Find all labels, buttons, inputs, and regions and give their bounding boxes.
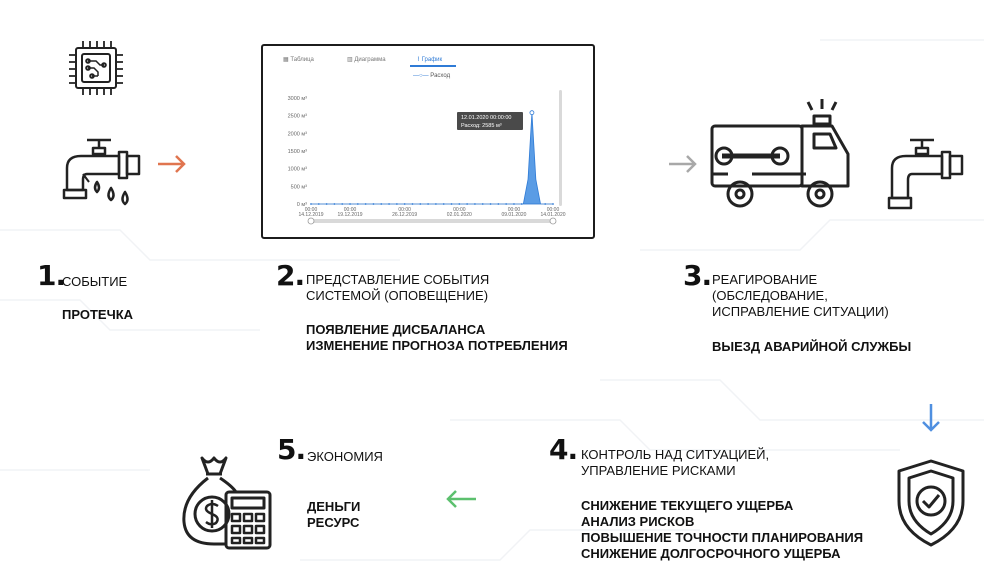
data-point (396, 203, 398, 205)
step-1-title: СОБЫТИЕ (62, 274, 128, 289)
step-4-number: 4. (549, 433, 578, 466)
chart-legend[interactable]: —○— Расход (413, 73, 451, 79)
x-tick-date: 14.01.2020 (540, 212, 566, 218)
data-point (427, 203, 429, 205)
data-point (388, 203, 390, 205)
legend-series-name: Расход (430, 73, 451, 79)
step-4-detail: ПОВЫШЕНИЕ ТОЧНОСТИ ПЛАНИРОВАНИЯ (581, 530, 864, 545)
vertical-scrollbar (559, 90, 562, 206)
data-point (357, 203, 359, 205)
money-bag-calculator-icon (176, 452, 276, 552)
tab-graph-label: График (421, 57, 443, 63)
shield-check-icon (893, 457, 969, 549)
x-tick-date: 02.01.2020 (446, 212, 472, 218)
data-point (380, 203, 382, 205)
step-5-title: ЭКОНОМИЯ (307, 449, 383, 464)
x-tick-time: 00:00 (507, 207, 521, 213)
step-4-title (581, 447, 769, 479)
data-point (443, 203, 445, 205)
step-3-title-line: РЕАГИРОВАНИЕ (712, 272, 818, 287)
leaking-faucet-icon (57, 130, 147, 220)
step-4-detail: СНИЖЕНИЕ ДОЛГОСРОЧНОГО УЩЕРБА (581, 546, 841, 561)
data-point (310, 203, 312, 205)
step-3-detail: ВЫЕЗД АВАРИЙНОЙ СЛУЖБЫ (712, 339, 912, 354)
step-4-detail: СНИЖЕНИЕ ТЕКУЩЕГО УЩЕРБА (581, 498, 794, 513)
step-1-number: 1. (37, 259, 66, 292)
data-point (435, 203, 437, 205)
step-5-number: 5. (277, 433, 306, 466)
faucet-icon (884, 130, 970, 216)
step-2-details (306, 322, 568, 354)
step-2-number: 2. (276, 259, 305, 292)
data-point (521, 203, 523, 205)
step-4-detail: АНАЛИЗ РИСКОВ (581, 514, 695, 529)
arrow-down-blue-icon (920, 402, 942, 434)
step-1-detail: ПРОТЕЧКА (62, 307, 134, 322)
x-tick-time: 00:00 (343, 207, 357, 213)
step-3-number: 3. (683, 259, 712, 292)
y-tick-label: 1500 м³ (287, 149, 307, 155)
microchip-icon (66, 38, 126, 98)
step-5-details (307, 499, 360, 531)
data-point (349, 203, 351, 205)
arrow-left-green-icon (444, 489, 478, 509)
data-point (505, 203, 507, 205)
data-point (318, 203, 320, 205)
x-tick-date: 26.12.2019 (392, 212, 418, 218)
tooltip-date: 12.01.2020 00:00:00 (461, 115, 512, 121)
step-4-title-line: КОНТРОЛЬ НАД СИТУАЦИЕЙ, (581, 447, 770, 462)
y-tick-label: 2500 м³ (287, 113, 307, 120)
data-point (419, 203, 421, 205)
step-2-detail: ПОЯВЛЕНИЕ ДИСБАЛАНСА (306, 322, 486, 337)
x-tick-date: 09.01.2020 (501, 212, 527, 218)
y-tick-label: 3000 м³ (287, 96, 307, 102)
x-tick-time: 00:00 (453, 207, 466, 213)
data-point (466, 203, 468, 205)
x-tick-date: 19.12.2019 (337, 212, 363, 218)
range-slider-handle-left (308, 218, 314, 224)
data-point (458, 203, 460, 205)
y-tick-label: 1000 м³ (287, 166, 307, 173)
step-3-title-line: ИСПРАВЛЕНИЕ СИТУАЦИИ) (712, 304, 889, 319)
range-slider-handle-right (550, 218, 556, 224)
step-4-details (581, 498, 863, 562)
step-3-title (712, 272, 889, 320)
step-2-title (306, 272, 489, 304)
step-3-title-line: (ОБСЛЕДОВАНИЕ, (712, 288, 828, 303)
tab-table[interactable]: ▦ Таблица (283, 57, 314, 63)
data-point (334, 203, 336, 205)
data-point (490, 203, 492, 205)
data-point (451, 203, 453, 205)
data-point (482, 203, 484, 205)
step-4-title-line: УПРАВЛЕНИЕ РИСКАМИ (581, 463, 736, 478)
tab-graph[interactable]: ⌇ График (417, 57, 443, 63)
step-2-title-line: СИСТЕМОЙ (ОПОВЕЩЕНИЕ) (306, 288, 489, 303)
chart-panel (261, 44, 595, 239)
step-5-detail: ДЕНЬГИ (307, 499, 361, 514)
highlighted-point (530, 111, 534, 115)
range-slider-track (311, 219, 553, 223)
data-point (544, 203, 546, 205)
data-point (552, 203, 554, 205)
data-point (513, 203, 515, 205)
x-tick-time: 00:00 (546, 207, 560, 213)
step-5-detail: РЕСУРС (307, 515, 360, 530)
data-point (326, 203, 328, 205)
data-point (341, 203, 343, 205)
arrow-right-gray-icon (667, 154, 699, 174)
y-tick-label: 0 м³ (296, 202, 307, 208)
consumption-chart (263, 46, 593, 237)
arrow-right-orange-icon (156, 154, 188, 174)
tab-table-label: Таблица (290, 57, 314, 63)
x-tick-date: 14.12.2019 (298, 212, 324, 218)
tab-diagram-label: Диаграмма (354, 57, 386, 63)
chart-tooltip (457, 112, 523, 130)
data-point (412, 203, 414, 205)
tooltip-value: Расход: 2585 м³ (461, 123, 502, 129)
data-point (404, 203, 406, 205)
step-2-detail: ИЗМЕНЕНИЕ ПРОГНОЗА ПОТРЕБЛЕНИЯ (306, 338, 568, 353)
data-point (474, 203, 476, 205)
tab-diagram[interactable]: ▥ Диаграмма (347, 57, 386, 63)
data-point (373, 203, 375, 205)
emergency-truck-icon (702, 96, 852, 216)
step-2-title-line: ПРЕДСТАВЛЕНИЕ СОБЫТИЯ (306, 272, 490, 287)
y-tick-label: 2000 м³ (287, 131, 307, 138)
x-tick-time: 00:00 (398, 207, 411, 213)
data-point (497, 203, 499, 205)
data-point (365, 203, 367, 205)
y-tick-label: 500 м³ (290, 184, 307, 191)
x-tick-time: 00:00 (304, 207, 318, 213)
